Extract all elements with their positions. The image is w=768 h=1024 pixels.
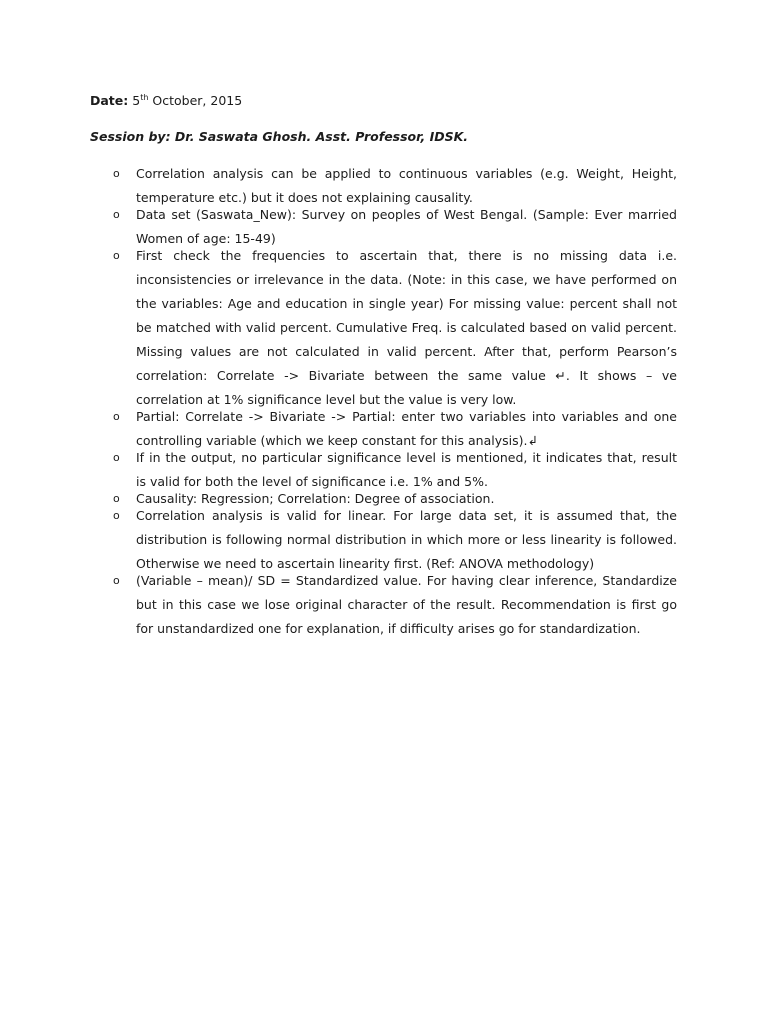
bullet-marker: o xyxy=(113,208,120,221)
list-item-text: If in the output, no particular significance level is mentioned, it indicates that, result is valid for both the level of significance i.e. 1% and 5%. xyxy=(136,450,677,489)
bullet-marker: o xyxy=(113,249,120,262)
bullet-marker: o xyxy=(113,574,120,587)
bullet-marker: o xyxy=(113,492,120,505)
bullet-marker: o xyxy=(113,451,120,464)
list-item-text: Correlation analysis can be applied to continuous variables (e.g. Weight, Height, temperature etc.) but it does not explaining causality. xyxy=(136,166,677,205)
list-item xyxy=(113,569,677,641)
list-item-text: First check the frequencies to ascertain that, there is no missing data i.e. inconsistencies or irrelevance in the data. (Note: in this case, we have performed on the variables: Age and education in single year) For missing value: percent shall not be matched with valid percent. Cumulative Freq. is calculated based on valid percent. Missing values are not calculated in valid percent. After that, perform Pearson’s correlation: Correlate -> Bivariate between the same value ↵. It shows – ve correlation at 1% significance level but the value is very low. xyxy=(136,248,677,407)
date-month-year: October, 2015 xyxy=(152,93,243,108)
date-line xyxy=(90,89,677,113)
list-item-text: Partial: Correlate -> Bivariate -> Partial: enter two variables into variables and one controlling variable (which we keep constant for this analysis).↲ xyxy=(136,409,677,448)
list-item-text: Causality: Regression; Correlation: Degree of association. xyxy=(136,491,495,506)
bullet-marker: o xyxy=(113,509,120,522)
list-item xyxy=(113,244,677,412)
bullet-marker: o xyxy=(113,167,120,180)
session-line: Session by: Dr. Saswata Ghosh. Asst. Professor, IDSK. xyxy=(90,129,469,144)
date-label: Date: xyxy=(90,93,129,108)
list-item-text: Correlation analysis is valid for linear. For large data set, it is assumed that, the distribution is following normal distribution in which more or less linearity is followed. Otherwise we need to ascertain linearity first. (Ref: ANOVA methodology) xyxy=(136,508,677,571)
list-item xyxy=(113,504,677,576)
bullet-marker: o xyxy=(113,410,120,423)
notes-list xyxy=(90,162,677,641)
list-item-text: Data set (Saswata_New): Survey on peoples of West Bengal. (Sample: Ever married Women of age: 15-49) xyxy=(136,207,677,246)
list-item-text: (Variable – mean)/ SD = Standardized value. For having clear inference, Standardize but in this case we lose original character of the result. Recommendation is first go for unstandardized one for explanation, if difficulty arises go for standardization. xyxy=(136,573,677,636)
date-day: 5 xyxy=(132,93,141,108)
date-day-suffix: th xyxy=(140,93,149,102)
notes-content xyxy=(90,89,677,641)
